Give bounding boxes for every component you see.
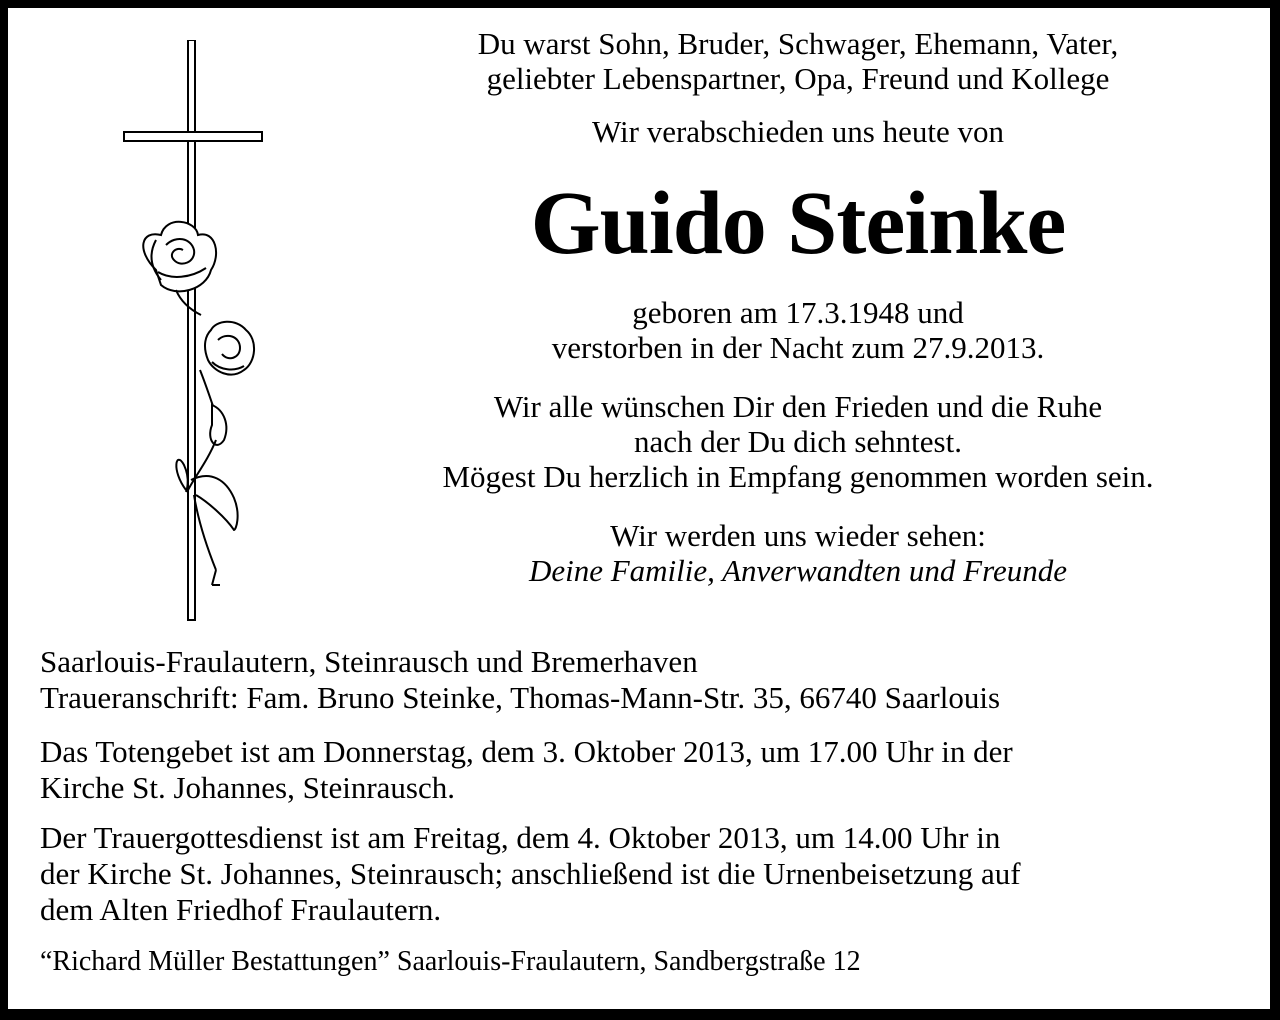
wish-line-1: Wir alle wünschen Dir den Frieden und die Ruhe [493,389,1103,424]
farewell-line: Wir werden uns wieder sehen: [610,518,986,553]
prayer-line-1: Das Totengebet ist am Donnerstag, dem 3. Oktober 2013, um 17.00 Uhr in der [40,734,1013,769]
deceased-name: Guido Steinke [530,174,1066,273]
obituary-notice [8,8,1270,1009]
main-text-block [348,26,1248,588]
intro-line-2: geliebter Lebenspartner, Opa, Freund und Kollege [486,61,1110,96]
undertaker-line: “Richard Müller Bestattungen” Saarlouis-Fraulautern, Sandbergstraße 12 [40,946,861,977]
details-block [40,644,1260,978]
service-line-1: Der Trauergottesdienst ist am Freitag, dem 4. Oktober 2013, um 14.00 Uhr in [40,820,1001,855]
service-line-2: der Kirche St. Johannes, Steinrausch; anschließend ist die Urnenbeisetzung auf [40,856,1021,891]
intro-line-3: Wir verabschieden uns heute von [592,114,1004,149]
mourning-address: Traueranschrift: Fam. Bruno Steinke, Thomas-Mann-Str. 35, 66740 Saarlouis [40,680,1001,715]
cross-with-roses-icon [116,40,266,625]
intro-line-1: Du warst Sohn, Bruder, Schwager, Ehemann, Vater, [477,26,1119,61]
service-line-3: dem Alten Friedhof Fraulautern. [40,892,442,927]
prayer-line-2: Kirche St. Johannes, Steinrausch. [40,770,455,805]
death-date-line: verstorben in der Nacht zum 27.9.2013. [551,330,1045,365]
places-line: Saarlouis-Fraulautern, Steinrausch und Bremerhaven [40,644,698,679]
wish-line-2: nach der Du dich sehntest. [634,424,962,459]
wish-line-3: Mögest Du herzlich in Empfang genommen worden sein. [442,459,1154,494]
family-signature: Deine Familie, Anverwandten und Freunde [528,553,1068,588]
birth-date-line: geboren am 17.3.1948 und [632,295,964,330]
